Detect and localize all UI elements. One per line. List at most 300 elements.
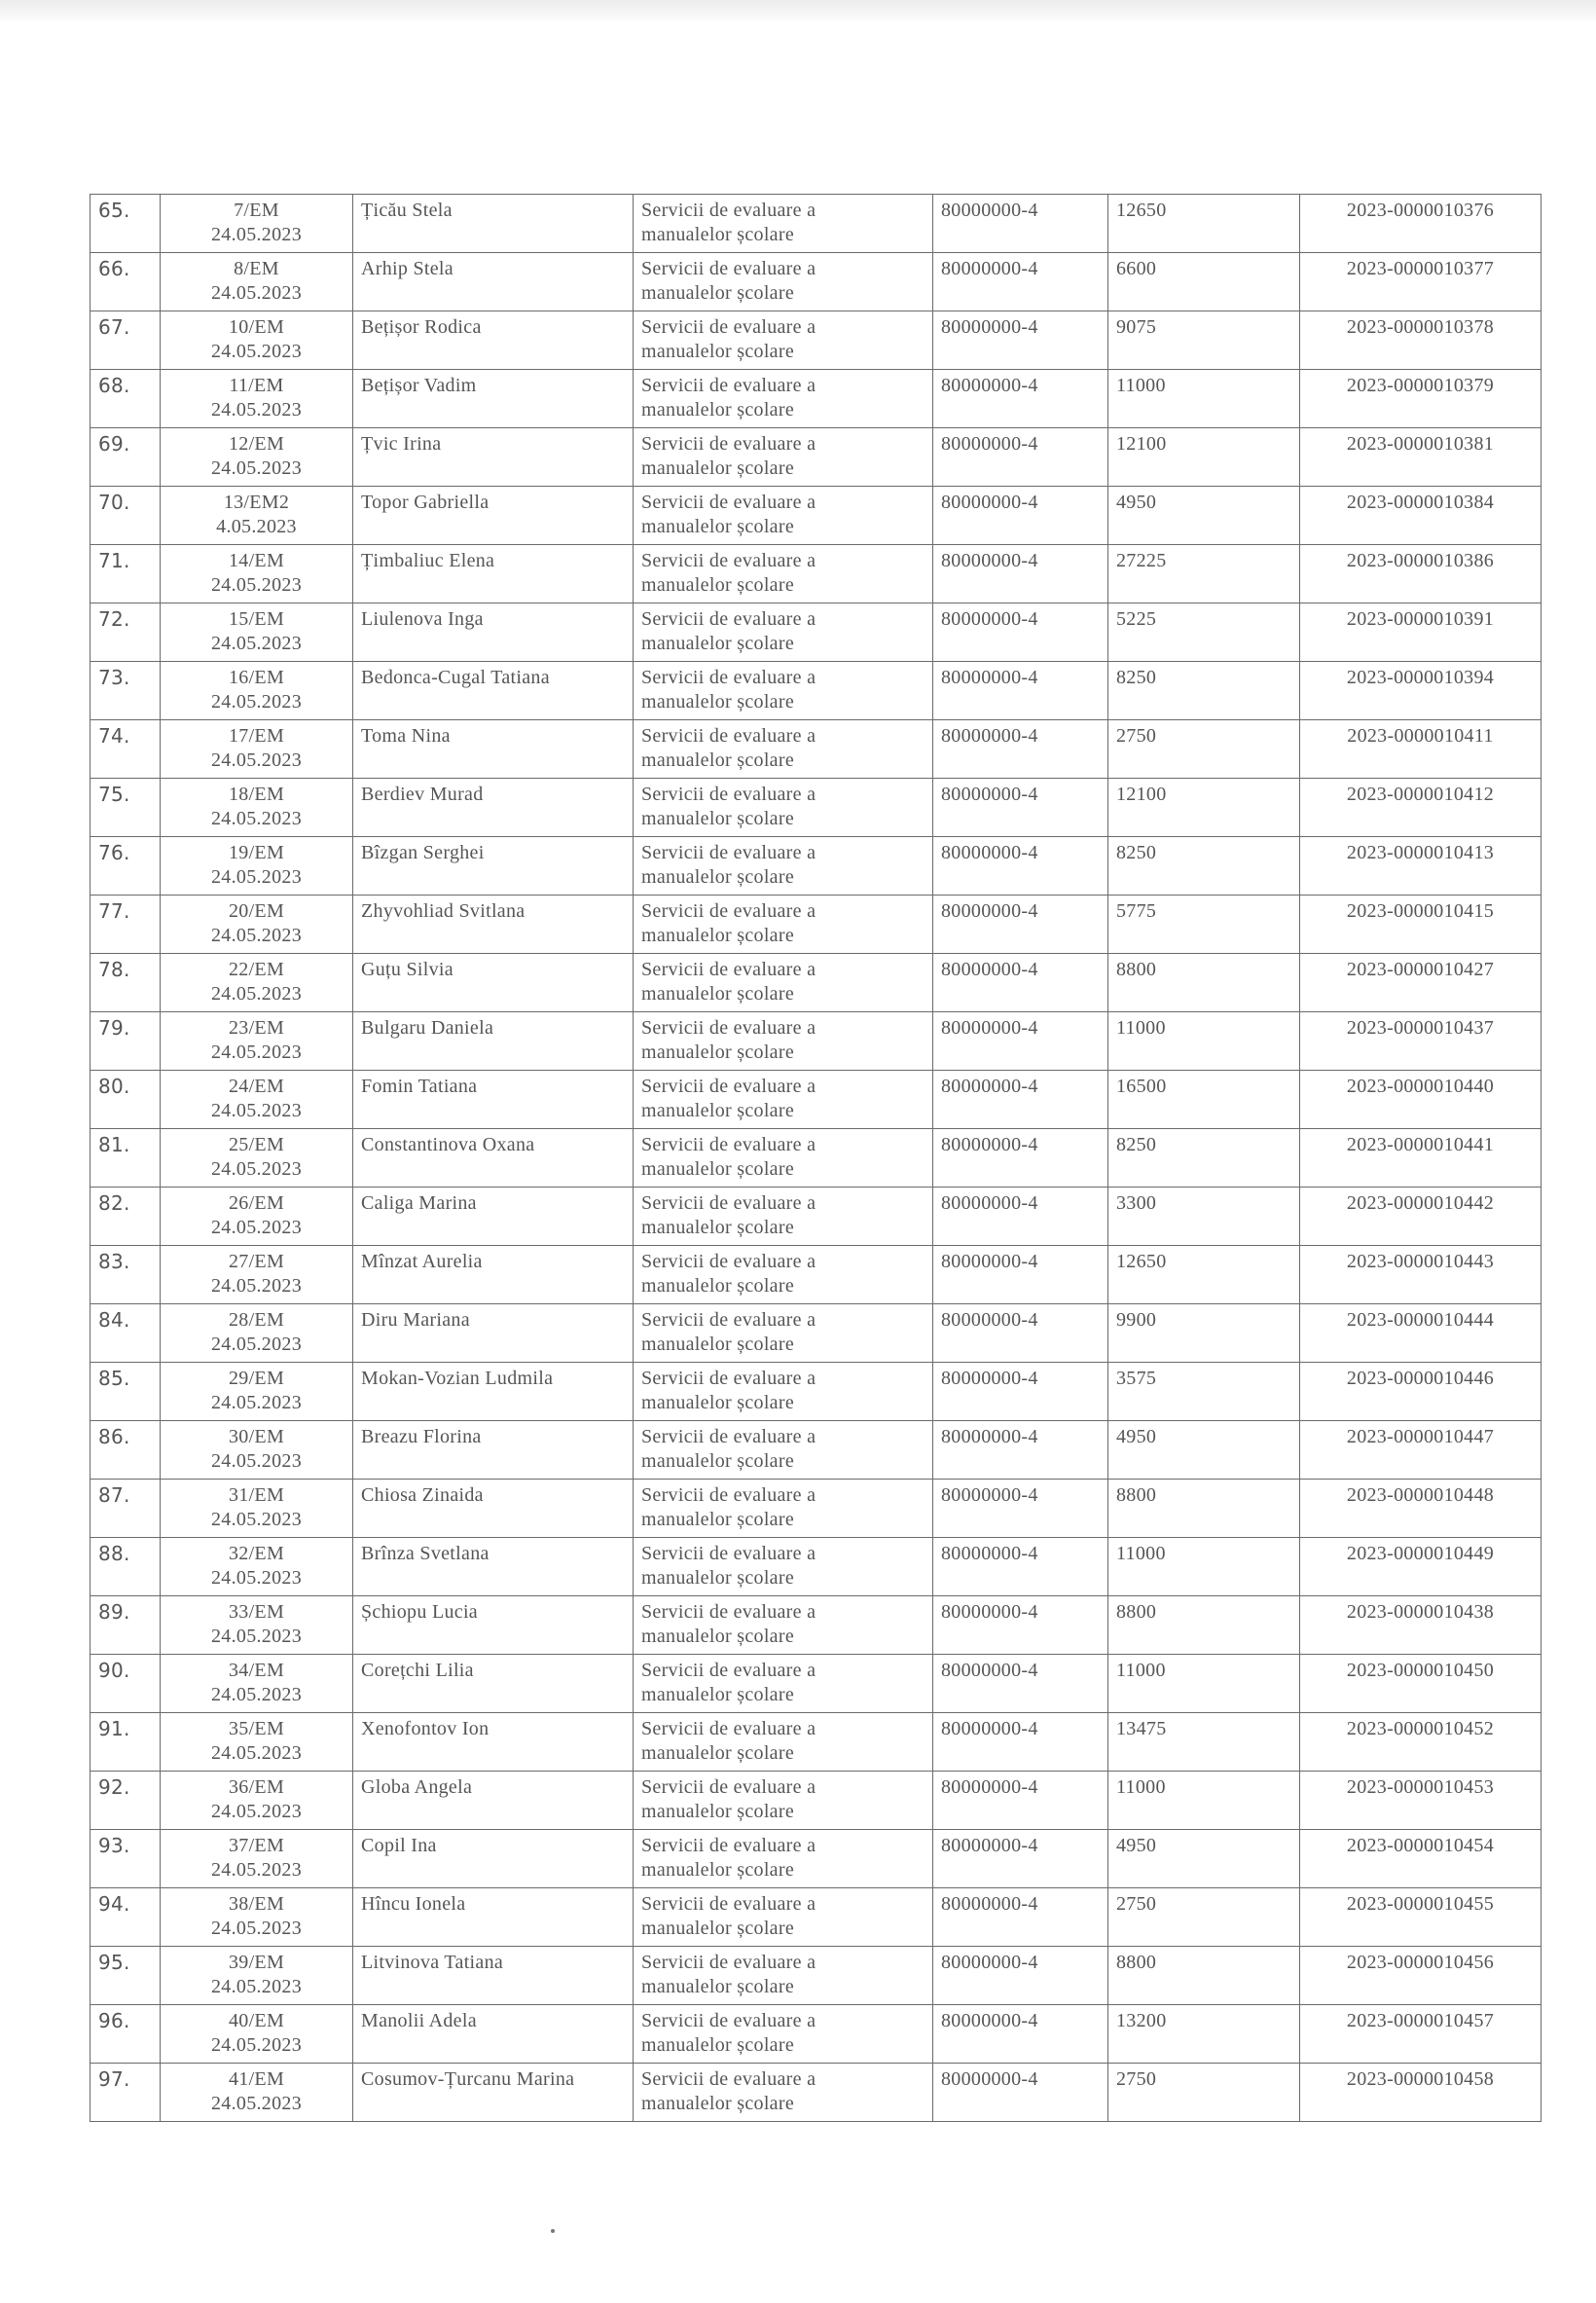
beneficiary-name-cell — [353, 1947, 634, 2005]
row-number-cell — [91, 2005, 161, 2064]
document-date: 24.05.2023 — [211, 749, 302, 771]
beneficiary-name-name: Toma Nina — [361, 725, 451, 747]
registration-number-reg: 2023-0000010458 — [1346, 2068, 1495, 2090]
document-doc: 30/EM — [228, 1426, 285, 1447]
amount-cell — [1108, 779, 1300, 837]
row-number-nr: 97. — [98, 2067, 130, 2091]
amount-cell — [1108, 545, 1300, 603]
row-number-cell — [91, 311, 161, 370]
registration-number-reg: 2023-0000010377 — [1346, 258, 1495, 279]
document-date: 24.05.2023 — [211, 1392, 302, 1413]
document-date: 24.05.2023 — [211, 224, 302, 245]
service-description-cell — [634, 1596, 933, 1655]
beneficiary-name-name: Bulgaru Daniela — [361, 1017, 494, 1039]
registration-number-cell — [1300, 954, 1542, 1012]
registration-number-cell — [1300, 1012, 1542, 1071]
service-description-service-line1: Servicii de evaluare a — [641, 1952, 816, 1973]
registration-number-cell — [1300, 1596, 1542, 1655]
row-number-nr: 67. — [98, 315, 130, 339]
amount-sum: 2750 — [1116, 725, 1157, 747]
service-description-cell — [634, 1304, 933, 1363]
cpv-code-cell — [933, 954, 1108, 1012]
row-number-nr: 77. — [98, 899, 130, 923]
beneficiary-name-cell — [353, 253, 634, 311]
beneficiary-name-cell — [353, 1188, 634, 1246]
beneficiary-name-cell — [353, 1655, 634, 1713]
document-cell — [161, 1830, 353, 1888]
registration-number-cell — [1300, 487, 1542, 545]
beneficiary-name-name: Brînza Svetlana — [361, 1543, 490, 1564]
registration-number-cell — [1300, 2064, 1542, 2122]
registration-number-reg: 2023-0000010427 — [1346, 959, 1495, 980]
document-cell — [161, 1655, 353, 1713]
document-cell — [161, 1596, 353, 1655]
service-description-service-line2: manualelor școlare — [641, 1918, 794, 1939]
cpv-code-cell — [933, 1480, 1108, 1538]
document-doc: 33/EM — [228, 1601, 285, 1623]
service-description-service-line2: manualelor școlare — [641, 808, 794, 829]
beneficiary-name-cell — [353, 487, 634, 545]
cpv-code-cell — [933, 662, 1108, 720]
row-number-cell — [91, 195, 161, 253]
service-description-service-line1: Servicii de evaluare a — [641, 784, 816, 805]
document-date: 24.05.2023 — [211, 983, 302, 1005]
row-number-nr: 94. — [98, 1892, 130, 1916]
document-doc: 10/EM — [228, 316, 285, 338]
registration-number-reg: 2023-0000010453 — [1346, 1776, 1495, 1798]
document-doc: 29/EM — [228, 1368, 285, 1389]
cpv-code-cpv: 80000000-4 — [941, 1368, 1038, 1389]
service-description-service-line2: manualelor școlare — [641, 341, 794, 362]
service-description-service-line1: Servicii de evaluare a — [641, 316, 816, 338]
document-cell — [161, 1772, 353, 1830]
amount-cell — [1108, 1538, 1300, 1596]
amount-sum: 11000 — [1116, 1543, 1166, 1564]
beneficiary-name-cell — [353, 1772, 634, 1830]
row-number-nr: 84. — [98, 1308, 130, 1332]
registration-number-cell — [1300, 1888, 1542, 1947]
cpv-code-cell — [933, 195, 1108, 253]
document-doc: 25/EM — [228, 1134, 285, 1155]
cpv-code-cell — [933, 1363, 1108, 1421]
beneficiary-name-name: Topor Gabriella — [361, 492, 490, 513]
registration-number-cell — [1300, 1947, 1542, 2005]
document-cell — [161, 370, 353, 428]
cpv-code-cell — [933, 1947, 1108, 2005]
document-date: 24.05.2023 — [211, 691, 302, 713]
cpv-code-cpv: 80000000-4 — [941, 1660, 1038, 1681]
cpv-code-cpv: 80000000-4 — [941, 1835, 1038, 1856]
cpv-code-cell — [933, 603, 1108, 662]
registration-number-cell — [1300, 1538, 1542, 1596]
document-cell — [161, 1713, 353, 1772]
service-description-service-line1: Servicii de evaluare a — [641, 1251, 816, 1272]
amount-cell — [1108, 1480, 1300, 1538]
cpv-code-cell — [933, 720, 1108, 779]
document-cell — [161, 1421, 353, 1480]
document-date: 24.05.2023 — [211, 1042, 302, 1063]
document-cell — [161, 1071, 353, 1129]
registration-number-cell — [1300, 1830, 1542, 1888]
amount-cell — [1108, 370, 1300, 428]
registration-number-cell — [1300, 1246, 1542, 1304]
document-cell — [161, 2005, 353, 2064]
amount-cell — [1108, 1129, 1300, 1188]
beneficiary-name-cell — [353, 2005, 634, 2064]
document-cell — [161, 487, 353, 545]
amount-sum: 13475 — [1116, 1718, 1167, 1739]
beneficiary-name-cell — [353, 1713, 634, 1772]
document-date: 24.05.2023 — [211, 1801, 302, 1822]
beneficiary-name-cell — [353, 428, 634, 487]
cpv-code-cell — [933, 1655, 1108, 1713]
cpv-code-cell — [933, 1596, 1108, 1655]
row-number-cell — [91, 1480, 161, 1538]
table-row — [91, 1071, 1542, 1129]
row-number-nr: 93. — [98, 1834, 130, 1857]
row-number-cell — [91, 253, 161, 311]
document-date: 24.05.2023 — [211, 1684, 302, 1705]
scan-edge-shading — [0, 0, 1596, 23]
cpv-code-cpv: 80000000-4 — [941, 1017, 1038, 1039]
row-number-cell — [91, 370, 161, 428]
document-cell — [161, 1538, 353, 1596]
beneficiary-name-cell — [353, 603, 634, 662]
amount-cell — [1108, 1421, 1300, 1480]
document-date: 24.05.2023 — [211, 1509, 302, 1530]
beneficiary-name-name: Diru Mariana — [361, 1309, 470, 1331]
service-description-service-line2: manualelor școlare — [641, 983, 794, 1005]
row-number-cell — [91, 896, 161, 954]
table-body — [91, 195, 1542, 2122]
document-date: 24.05.2023 — [211, 574, 302, 596]
cpv-code-cell — [933, 1071, 1108, 1129]
service-description-cell — [634, 1947, 933, 2005]
beneficiary-name-cell — [353, 1304, 634, 1363]
cpv-code-cpv: 80000000-4 — [941, 2068, 1038, 2090]
amount-sum: 13200 — [1116, 2010, 1167, 2031]
registration-number-cell — [1300, 662, 1542, 720]
registration-number-cell — [1300, 428, 1542, 487]
beneficiary-name-name: Copil Ina — [361, 1835, 437, 1856]
cpv-code-cpv: 80000000-4 — [941, 200, 1038, 221]
cpv-code-cpv: 80000000-4 — [941, 784, 1038, 805]
row-number-cell — [91, 720, 161, 779]
cpv-code-cell — [933, 1012, 1108, 1071]
amount-cell — [1108, 1188, 1300, 1246]
registration-number-cell — [1300, 311, 1542, 370]
amount-cell — [1108, 311, 1300, 370]
amount-sum: 5225 — [1116, 608, 1157, 630]
cpv-code-cell — [933, 370, 1108, 428]
row-number-cell — [91, 1713, 161, 1772]
service-description-service-line2: manualelor școlare — [641, 399, 794, 420]
row-number-cell — [91, 1538, 161, 1596]
row-number-nr: 71. — [98, 549, 130, 572]
cpv-code-cpv: 80000000-4 — [941, 1893, 1038, 1915]
document-cell — [161, 1480, 353, 1538]
registration-number-reg: 2023-0000010412 — [1346, 784, 1495, 805]
service-description-service-line1: Servicii de evaluare a — [641, 1192, 816, 1214]
service-description-service-line2: manualelor școlare — [641, 516, 794, 537]
table-row — [91, 662, 1542, 720]
cpv-code-cell — [933, 2064, 1108, 2122]
amount-sum: 8800 — [1116, 1601, 1157, 1623]
document-date: 24.05.2023 — [211, 2093, 302, 2114]
amount-sum: 12650 — [1116, 1251, 1167, 1272]
cpv-code-cpv: 80000000-4 — [941, 1426, 1038, 1447]
cpv-code-cpv: 80000000-4 — [941, 550, 1038, 571]
registration-number-reg: 2023-0000010452 — [1346, 1718, 1495, 1739]
registration-number-reg: 2023-0000010455 — [1346, 1893, 1495, 1915]
row-number-nr: 86. — [98, 1425, 130, 1448]
row-number-cell — [91, 1246, 161, 1304]
document-date: 24.05.2023 — [211, 633, 302, 654]
amount-cell — [1108, 896, 1300, 954]
amount-cell — [1108, 1830, 1300, 1888]
table-row — [91, 2064, 1542, 2122]
row-number-cell — [91, 1304, 161, 1363]
document-date: 24.05.2023 — [211, 1626, 302, 1647]
amount-cell — [1108, 253, 1300, 311]
registration-number-reg: 2023-0000010444 — [1346, 1309, 1495, 1331]
cpv-code-cell — [933, 1538, 1108, 1596]
service-description-service-line1: Servicii de evaluare a — [641, 1368, 816, 1389]
service-description-service-line2: manualelor școlare — [641, 1100, 794, 1121]
table-row — [91, 1246, 1542, 1304]
registration-number-reg: 2023-0000010454 — [1346, 1835, 1495, 1856]
registration-number-cell — [1300, 896, 1542, 954]
service-description-service-line2: manualelor școlare — [641, 1801, 794, 1822]
document-date: 24.05.2023 — [211, 341, 302, 362]
service-description-cell — [634, 1246, 933, 1304]
document-doc: 32/EM — [228, 1543, 285, 1564]
service-description-service-line1: Servicii de evaluare a — [641, 375, 816, 396]
service-description-service-line1: Servicii de evaluare a — [641, 492, 816, 513]
row-number-cell — [91, 1830, 161, 1888]
document-cell — [161, 1246, 353, 1304]
service-description-cell — [634, 1538, 933, 1596]
document-doc: 35/EM — [228, 1718, 285, 1739]
service-description-cell — [634, 1363, 933, 1421]
beneficiary-name-cell — [353, 779, 634, 837]
service-description-service-line1: Servicii de evaluare a — [641, 1893, 816, 1915]
document-cell — [161, 1888, 353, 1947]
service-description-cell — [634, 720, 933, 779]
document-cell — [161, 1363, 353, 1421]
registration-number-cell — [1300, 253, 1542, 311]
table-row — [91, 1421, 1542, 1480]
service-description-cell — [634, 603, 933, 662]
beneficiary-name-cell — [353, 1421, 634, 1480]
document-doc: 23/EM — [228, 1017, 285, 1039]
service-description-cell — [634, 837, 933, 896]
service-description-cell — [634, 1071, 933, 1129]
amount-cell — [1108, 1246, 1300, 1304]
service-description-service-line2: manualelor școlare — [641, 2034, 794, 2056]
registration-number-reg: 2023-0000010441 — [1346, 1134, 1495, 1155]
row-number-nr: 78. — [98, 958, 130, 981]
row-number-cell — [91, 428, 161, 487]
registration-number-reg: 2023-0000010384 — [1346, 492, 1495, 513]
document-date: 24.05.2023 — [211, 1100, 302, 1121]
beneficiary-name-cell — [353, 1363, 634, 1421]
amount-sum: 11000 — [1116, 375, 1166, 396]
row-number-nr: 72. — [98, 607, 130, 631]
beneficiary-name-name: Țvic Irina — [361, 433, 442, 455]
row-number-cell — [91, 1596, 161, 1655]
beneficiary-name-cell — [353, 2064, 634, 2122]
document-date: 24.05.2023 — [211, 1976, 302, 1997]
document-cell — [161, 1304, 353, 1363]
document-doc: 13/EM2 — [223, 492, 290, 513]
table-row — [91, 1363, 1542, 1421]
row-number-nr: 82. — [98, 1191, 130, 1215]
amount-sum: 4950 — [1116, 1426, 1157, 1447]
service-description-service-line1: Servicii de evaluare a — [641, 959, 816, 980]
cpv-code-cpv: 80000000-4 — [941, 1192, 1038, 1214]
service-description-service-line1: Servicii de evaluare a — [641, 1426, 816, 1447]
cpv-code-cell — [933, 1888, 1108, 1947]
service-description-service-line2: manualelor școlare — [641, 574, 794, 596]
document-date: 24.05.2023 — [211, 282, 302, 304]
cpv-code-cpv: 80000000-4 — [941, 375, 1038, 396]
document-cell — [161, 779, 353, 837]
service-description-service-line2: manualelor școlare — [641, 633, 794, 654]
service-description-service-line2: manualelor școlare — [641, 1684, 794, 1705]
beneficiary-name-name: Cosumov-Țurcanu Marina — [361, 2068, 575, 2090]
document-doc: 8/EM — [234, 258, 279, 279]
beneficiary-name-name: Guțu Silvia — [361, 959, 453, 980]
document-doc: 17/EM — [228, 725, 285, 747]
row-number-cell — [91, 1071, 161, 1129]
row-number-cell — [91, 2064, 161, 2122]
service-description-cell — [634, 896, 933, 954]
service-description-service-line2: manualelor școlare — [641, 1567, 794, 1589]
document-doc: 14/EM — [228, 550, 285, 571]
service-description-service-line1: Servicii de evaluare a — [641, 842, 816, 863]
beneficiary-name-cell — [353, 1596, 634, 1655]
registration-number-cell — [1300, 370, 1542, 428]
document-doc: 18/EM — [228, 784, 285, 805]
amount-sum: 8800 — [1116, 1952, 1157, 1973]
cpv-code-cell — [933, 428, 1108, 487]
amount-cell — [1108, 2005, 1300, 2064]
registration-number-reg: 2023-0000010446 — [1346, 1368, 1495, 1389]
amount-cell — [1108, 1012, 1300, 1071]
service-description-service-line1: Servicii de evaluare a — [641, 550, 816, 571]
table-row — [91, 1947, 1542, 2005]
row-number-nr: 74. — [98, 724, 130, 748]
table-row — [91, 1655, 1542, 1713]
service-description-service-line2: manualelor școlare — [641, 866, 794, 888]
service-description-service-line1: Servicii de evaluare a — [641, 667, 816, 688]
amount-cell — [1108, 662, 1300, 720]
cpv-code-cpv: 80000000-4 — [941, 1776, 1038, 1798]
document-doc: 27/EM — [228, 1251, 285, 1272]
registration-number-cell — [1300, 837, 1542, 896]
amount-sum: 12100 — [1116, 784, 1167, 805]
row-number-cell — [91, 1421, 161, 1480]
row-number-cell — [91, 487, 161, 545]
row-number-nr: 88. — [98, 1542, 130, 1565]
registration-number-cell — [1300, 1421, 1542, 1480]
document-cell — [161, 837, 353, 896]
row-number-cell — [91, 779, 161, 837]
cpv-code-cpv: 80000000-4 — [941, 433, 1038, 455]
amount-sum: 2750 — [1116, 1893, 1157, 1915]
table-row — [91, 487, 1542, 545]
amount-sum: 8250 — [1116, 667, 1157, 688]
amount-sum: 8800 — [1116, 1484, 1157, 1506]
cpv-code-cell — [933, 1830, 1108, 1888]
beneficiary-name-cell — [353, 370, 634, 428]
service-description-service-line2: manualelor școlare — [641, 1742, 794, 1764]
beneficiary-name-name: Berdiev Murad — [361, 784, 484, 805]
service-description-service-line2: manualelor școlare — [641, 691, 794, 713]
beneficiary-name-name: Fomin Tatiana — [361, 1076, 478, 1097]
amount-cell — [1108, 1713, 1300, 1772]
document-doc: 41/EM — [228, 2068, 285, 2090]
table-row — [91, 428, 1542, 487]
registration-number-reg: 2023-0000010448 — [1346, 1484, 1495, 1506]
beneficiary-name-cell — [353, 1888, 634, 1947]
registration-number-reg: 2023-0000010442 — [1346, 1192, 1495, 1214]
amount-sum: 11000 — [1116, 1776, 1166, 1798]
service-description-service-line1: Servicii de evaluare a — [641, 1076, 816, 1097]
cpv-code-cpv: 80000000-4 — [941, 1543, 1038, 1564]
beneficiary-name-cell — [353, 662, 634, 720]
table-row — [91, 779, 1542, 837]
service-description-cell — [634, 779, 933, 837]
service-description-service-line2: manualelor școlare — [641, 224, 794, 245]
cpv-code-cell — [933, 253, 1108, 311]
registration-number-cell — [1300, 1480, 1542, 1538]
cpv-code-cpv: 80000000-4 — [941, 1076, 1038, 1097]
document-cell — [161, 662, 353, 720]
document-doc: 12/EM — [228, 433, 285, 455]
row-number-cell — [91, 1947, 161, 2005]
service-description-service-line1: Servicii de evaluare a — [641, 608, 816, 630]
table-row — [91, 311, 1542, 370]
service-description-service-line2: manualelor școlare — [641, 1217, 794, 1238]
service-description-service-line2: manualelor școlare — [641, 1392, 794, 1413]
table-row — [91, 603, 1542, 662]
beneficiary-name-cell — [353, 954, 634, 1012]
document-cell — [161, 720, 353, 779]
beneficiary-name-name: Arhip Stela — [361, 258, 453, 279]
cpv-code-cpv: 80000000-4 — [941, 1484, 1038, 1506]
registration-number-cell — [1300, 1071, 1542, 1129]
document-date: 24.05.2023 — [211, 1158, 302, 1180]
amount-cell — [1108, 1596, 1300, 1655]
document-cell — [161, 2064, 353, 2122]
row-number-nr: 89. — [98, 1600, 130, 1624]
cpv-code-cell — [933, 2005, 1108, 2064]
table-row — [91, 896, 1542, 954]
service-description-service-line2: manualelor școlare — [641, 1042, 794, 1063]
stray-dot — [551, 2229, 555, 2233]
service-description-cell — [634, 487, 933, 545]
amount-sum: 3300 — [1116, 1192, 1157, 1214]
beneficiary-name-cell — [353, 1830, 634, 1888]
service-description-service-line2: manualelor școlare — [641, 749, 794, 771]
row-number-nr: 65. — [98, 199, 130, 222]
service-description-cell — [634, 1480, 933, 1538]
registration-number-reg: 2023-0000010386 — [1346, 550, 1495, 571]
document-date: 24.05.2023 — [211, 1217, 302, 1238]
row-number-nr: 92. — [98, 1775, 130, 1799]
